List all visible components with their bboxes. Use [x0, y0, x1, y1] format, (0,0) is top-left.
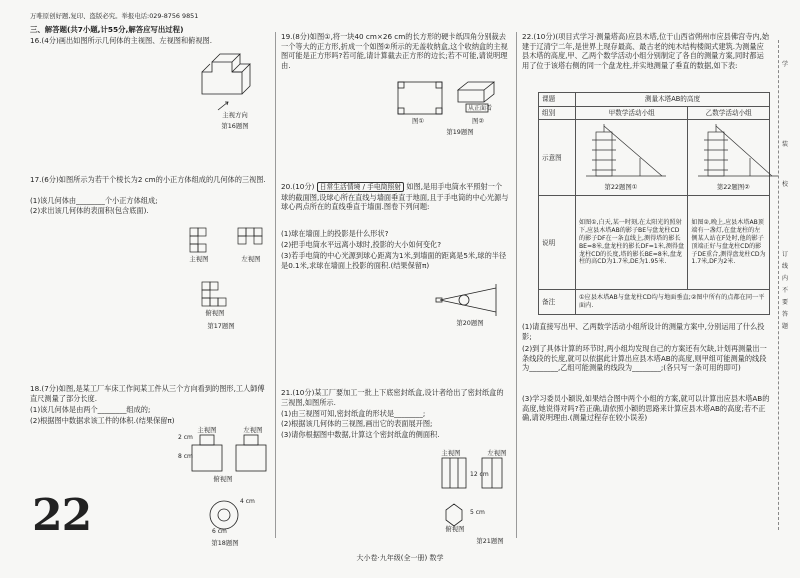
- table-cell: 甲数学活动小组: [576, 106, 688, 120]
- q16-solid-figure: [198, 48, 262, 108]
- q18-figure-caption: 第18题图: [211, 539, 239, 547]
- q19-figure2-label: 图②: [471, 117, 485, 125]
- side-char: 装: [782, 141, 789, 148]
- table-cell: 如图①,白天,某一时刻,在太阳光的照射下,应县木塔AB的影子BE与盘龙柱CD的影子DF在一条直线上,测得塔的影长BE=8米,盘龙柱的影长DF=1米,测得盘龙柱CD的长度,塔的影长BE=8米,盘龙柱的高CD为1.7米,DE为1.95米.: [576, 196, 688, 290]
- side-char: 线: [782, 263, 789, 270]
- q21-top-label: 俯视图: [445, 525, 465, 533]
- q17-left-label: 左视图: [241, 255, 261, 263]
- q21-front-label: 主视图: [441, 449, 461, 457]
- table-cell: 组别: [539, 106, 576, 120]
- q20-number: 20.(10分): [281, 182, 315, 191]
- q16-figure-caption: 第16题图: [221, 122, 249, 130]
- side-char: 答: [782, 311, 789, 318]
- page-number-big: 22: [32, 490, 92, 541]
- section-title: 三、解答题(共7小题,计55分,解答应写出过程): [30, 25, 184, 34]
- q17-part1: (1)该几何体由________个小正方体组成;: [30, 196, 158, 205]
- pagoda-diagram-b: [694, 122, 780, 182]
- q18-dim-6cm: 6 cm: [212, 528, 227, 535]
- q21-part1: (1)由三视图可知,密封纸盒的形状是________;: [281, 409, 426, 418]
- q18-dim-8cm: 8 cm: [178, 453, 193, 460]
- q17-intro: 17.(6分)如图所示为若干个棱长为2 cm的小正方体组成的几何体的三视图.: [30, 175, 266, 184]
- q18-dim-2cm: 2 cm: [178, 434, 193, 441]
- side-char: 订: [782, 251, 789, 258]
- q20-context-tag: 日常生活情境 / 手电筒照射: [317, 182, 404, 192]
- q17-part2: (2)求出该几何体的表面积(包含底面).: [30, 206, 149, 215]
- q22-part1: (1)请直接写出甲、乙两数学活动小组所设计的测量方案中,分别运用了什么投影;: [522, 322, 765, 341]
- q22-fig-b-caption: 第22题图②: [716, 183, 750, 192]
- table-cell: 测量木塔AB的高度: [576, 93, 770, 107]
- q20-intro: 如图,是用手电筒水平照射一个球的截面图,设球心所在直线与墙面垂直于地面,且于手电筒的中心光源与球心两点所在的直线垂直于墙面.图卷下列问题:: [281, 182, 509, 212]
- table-cell: 乙数学活动小组: [688, 106, 770, 120]
- q18-front-label: 主视图: [197, 426, 217, 434]
- q22-table: [538, 92, 770, 315]
- table-cell: 说明: [539, 196, 576, 290]
- binding-margin: [778, 40, 793, 530]
- q19-figure1-label: 图①: [411, 117, 425, 125]
- table-cell: 示意图: [539, 120, 576, 196]
- q22-intro: 22.(10分)(项目式学习·测量塔高)应县木塔,位于山西省朔州市应县佛宫寺内,始建于辽清宁二年,是世界上现存最高、最古老的纯木结构楼阁式建筑.为测量应县木塔的高度,甲、乙两个数学活动小组分别制定了各自的测量方案,同时都运用了位于该塔右侧的同一个盘龙柱,并实地测量了垂直的数据,如下表:: [522, 32, 770, 70]
- q18-three-views: [172, 433, 272, 533]
- column-divider-1: [275, 32, 276, 538]
- q20-part2: (2)把手电筒水平远离小球时,投影的大小如何变化?: [281, 240, 442, 249]
- q21-intro: 21.(10分)某工厂要加工一批上下底密封纸盒,设计者给出了密封纸盒的三视图,如图所示.: [281, 388, 504, 407]
- q21-dim-5cm: 5 cm: [470, 509, 485, 516]
- side-char: 题: [782, 323, 789, 330]
- table-cell: 课题: [539, 93, 576, 107]
- q16-text: 16.(4分)画出如图所示几何体的主视图、左视图和俯视图.: [30, 36, 213, 45]
- q20-text: [281, 182, 509, 212]
- page-footer: 大小卷·九年级(全一册) 数学: [356, 554, 444, 562]
- q17-front-label: 主视图: [189, 255, 209, 263]
- table-cell: 如图②,晚上,应县木塔AB顶端有一盏灯,在盘龙柱的左侧某人站在F处时,他的影子顶端正好与盘龙柱CD的影子DE重合,测得盘龙柱CD为1.7米,DF为2米.: [688, 196, 770, 290]
- q22-part2: (2)到了具体计算的环节时,两小组均发现自己的方案还有欠缺,计划再测量出一条线段的长度,就可以依据此计算出应县木塔AB的高度,则甲组可能测量的线段为________,乙组可能测量的线段为________;(各只写一条可用的即可): [522, 344, 767, 373]
- q21-part2: (2)根据该几何体的三视图,画出它的表面展开图;: [281, 419, 433, 428]
- table-cell-diagram-b: [688, 120, 770, 196]
- q22-part3: (3)学习委员小颖说,如果结合图中两个小组的方案,就可以计算出应县木塔AB的高度,她说得对吗?若正确,请依照小颖的思路来计算应县木塔AB的高度;若不正确,请说明理由.(测量过程存在较小误差): [522, 394, 770, 423]
- q20-flashlight-figure: [436, 280, 508, 320]
- q19-figure-caption: 第19题图: [446, 128, 474, 136]
- q21-dim-12cm: 12 cm: [470, 471, 489, 478]
- side-char: 学: [782, 61, 789, 68]
- table-cell-diagram-a: [576, 120, 688, 196]
- q18-left-label: 左视图: [243, 426, 263, 434]
- q22-fig-a-caption: 第22题图①: [604, 183, 638, 192]
- pagoda-diagram-a: [582, 122, 668, 182]
- q20-part1: (1)球在墙面上的投影是什么形状?: [281, 229, 389, 238]
- copyright-note: 万唯原创好题,复印、盗版必究。举报电话:029-8756 9851: [30, 12, 199, 20]
- side-char: 不: [782, 287, 789, 294]
- q19-direction-label: 从正面看: [468, 105, 493, 112]
- q17-figure-caption: 第17题图: [207, 322, 235, 330]
- q18-top-label: 俯视图: [213, 475, 233, 483]
- q20-part3: (3)若手电筒的中心光源到球心距离为1米,到墙面的距离是5米,球的半径是0.1米,求球在墙面上投影的面积.(结果保留π): [281, 251, 507, 270]
- table-cell: 备注: [539, 290, 576, 315]
- side-char: 校: [782, 181, 789, 188]
- q21-left-label: 左视图: [487, 449, 507, 457]
- q18-part1: (1)该几何体是由两个________组成的;: [30, 405, 151, 414]
- q21-three-views: [436, 456, 508, 532]
- table-cell: ①应县木塔AB与盘龙柱CD均与地面垂直;②图中所有的点都在同一平面内.: [576, 290, 770, 315]
- q21-part3: (3)请你根据图中数据,计算这个密封纸盒的侧面积.: [281, 430, 440, 439]
- q18-intro: 18.(7分)如图,是某工厂车床工作间某工件从三个方向看到的图形,工人師傅直尺测量了部分长度.: [30, 384, 265, 403]
- column-divider-2: [516, 32, 517, 538]
- q16-arrow-label: 主视方向: [222, 111, 248, 119]
- q17-top-label: 俯视图: [205, 309, 225, 317]
- q20-figure-caption: 第20题图: [456, 319, 484, 327]
- q18-dim-4cm: 4 cm: [240, 498, 255, 505]
- side-char: 内: [782, 275, 789, 282]
- q19-text: 19.(8分)如图①,将一块40 cm×26 cm的长方形的硬卡纸四角分别裁去一个等大的正方形,折成一个如图②所示的无盖收纳盒,这个收纳盒的主视图可能是正方形吗?若可能,请计算截去正方形的边长;若不可能,请说明理由.: [281, 32, 508, 70]
- q18-part2: (2)根据图中数据求该工件的体积.(结果保留π): [30, 416, 175, 425]
- side-char: 要: [782, 299, 789, 306]
- q21-figure-caption: 第21题图: [476, 537, 504, 545]
